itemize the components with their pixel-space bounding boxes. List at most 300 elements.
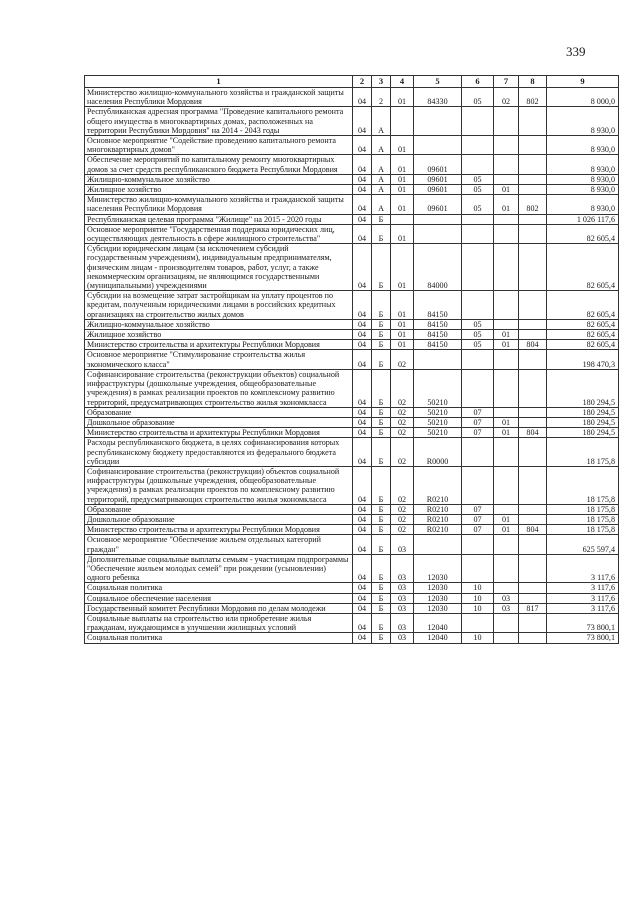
cell-subsection-code — [494, 633, 519, 643]
cell-amount: 82 605,4 — [547, 340, 619, 350]
header-cell: 1 — [85, 76, 353, 88]
cell-subsection-code: 03 — [494, 603, 519, 613]
cell-amount: 198 470,3 — [547, 350, 619, 369]
row-description: Основное мероприятие "Стимулирование строительства жилья экономического класса" — [85, 350, 353, 369]
cell-program: Б — [372, 514, 391, 524]
cell-subprogram: 02 — [391, 466, 414, 504]
table-row — [85, 88, 619, 107]
cell-program: Б — [372, 214, 391, 224]
cell-program: Б — [372, 504, 391, 514]
cell-section: 04 — [353, 214, 372, 224]
cell-expense-code: 09601 — [414, 185, 462, 195]
cell-subsection-code: 01 — [494, 330, 519, 340]
cell-program: Б — [372, 525, 391, 535]
cell-amount: 18 175,8 — [547, 525, 619, 535]
cell-program: А — [372, 136, 391, 155]
table-row — [85, 438, 619, 467]
cell-subprogram: 01 — [391, 291, 414, 320]
table-row — [85, 185, 619, 195]
cell-section: 04 — [353, 633, 372, 643]
cell-amount: 73 800,1 — [547, 633, 619, 643]
cell-subprogram — [391, 214, 414, 224]
cell-section: 04 — [353, 291, 372, 320]
cell-section-code — [462, 554, 494, 583]
table-row — [85, 613, 619, 632]
cell-expense-code — [414, 350, 462, 369]
cell-amount: 8 000,0 — [547, 88, 619, 107]
cell-expense-code: 12040 — [414, 613, 462, 632]
table-row — [85, 136, 619, 155]
row-description: Социальная политика — [85, 583, 353, 593]
cell-amount: 3 117,6 — [547, 593, 619, 603]
cell-subprogram: 01 — [391, 195, 414, 214]
cell-section-code — [462, 224, 494, 243]
cell-amount: 8 930,0 — [547, 174, 619, 184]
table-row — [85, 554, 619, 583]
header-cell: 8 — [519, 76, 547, 88]
cell-expense-code: 84150 — [414, 291, 462, 320]
table-row — [85, 319, 619, 329]
cell-subsection-code — [494, 583, 519, 593]
table-row — [85, 214, 619, 224]
cell-program: Б — [372, 291, 391, 320]
table-row — [85, 340, 619, 350]
cell-amount: 18 175,8 — [547, 466, 619, 504]
cell-section-code: 05 — [462, 340, 494, 350]
cell-amount: 625 597,4 — [547, 535, 619, 554]
cell-section: 04 — [353, 438, 372, 467]
cell-section: 04 — [353, 417, 372, 427]
cell-subprogram: 03 — [391, 554, 414, 583]
cell-amount: 8 930,0 — [547, 195, 619, 214]
table-row — [85, 244, 619, 291]
cell-subsection-code: 01 — [494, 340, 519, 350]
cell-section: 04 — [353, 613, 372, 632]
cell-subprogram: 01 — [391, 174, 414, 184]
cell-expense-code: 50210 — [414, 428, 462, 438]
row-description: Жилищное хозяйство — [85, 185, 353, 195]
cell-section-code: 05 — [462, 330, 494, 340]
cell-section-code: 05 — [462, 185, 494, 195]
cell-subprogram: 01 — [391, 88, 414, 107]
cell-subsection-code — [494, 613, 519, 632]
cell-program: Б — [372, 319, 391, 329]
cell-section-code: 07 — [462, 428, 494, 438]
cell-subsection-code — [494, 107, 519, 136]
cell-section-code — [462, 535, 494, 554]
cell-section-code — [462, 244, 494, 291]
cell-section-code — [462, 155, 494, 174]
cell-section: 04 — [353, 174, 372, 184]
cell-program: Б — [372, 224, 391, 243]
cell-section-code — [462, 466, 494, 504]
cell-subprogram: 03 — [391, 535, 414, 554]
cell-section-code — [462, 214, 494, 224]
cell-section: 04 — [353, 525, 372, 535]
cell-expense-code: R0210 — [414, 466, 462, 504]
row-description: Республиканская адресная программа "Проведение капитального ремонта общего имущества в многоквартирных домах, расположенных на территории Республики Мордовия" на 2014 - 2043 годы — [85, 107, 353, 136]
cell-subsection-code: 01 — [494, 525, 519, 535]
cell-subsection-code — [494, 438, 519, 467]
row-description: Министерство жилищно-коммунального хозяйства и гражданской защиты населения Республики Мордовия — [85, 88, 353, 107]
row-description: Социальное обеспечение населения — [85, 593, 353, 603]
table-row — [85, 417, 619, 427]
header-cell: 5 — [414, 76, 462, 88]
row-description: Социальная политика — [85, 633, 353, 643]
cell-subsection-code — [494, 291, 519, 320]
cell-expense-code — [414, 107, 462, 136]
row-description: Основное мероприятие "Государственная поддержка юридических лиц, осуществляющих деятельность в сфере жилищного строительства" — [85, 224, 353, 243]
cell-subprogram: 03 — [391, 633, 414, 643]
cell-expense-code — [414, 136, 462, 155]
cell-section-code: 10 — [462, 593, 494, 603]
cell-amount: 8 930,0 — [547, 185, 619, 195]
cell-program: Б — [372, 369, 391, 407]
cell-subsection-code: 01 — [494, 185, 519, 195]
cell-program: Б — [372, 554, 391, 583]
row-description: Расходы республиканского бюджета, в целях софинансирования которых республиканскому бюджету предоставляются из федерального бюджета субсидии — [85, 438, 353, 467]
cell-section: 04 — [353, 535, 372, 554]
cell-subprogram: 03 — [391, 583, 414, 593]
cell-section: 04 — [353, 593, 372, 603]
cell-section-code: 07 — [462, 407, 494, 417]
cell-amount: 3 117,6 — [547, 583, 619, 593]
cell-section-code: 07 — [462, 417, 494, 427]
cell-section-code — [462, 369, 494, 407]
cell-section: 04 — [353, 514, 372, 524]
table-row — [85, 514, 619, 524]
row-description: Обеспечение мероприятий по капитальному ремонту многоквартирных домов за счет средств республиканского бюджета Республики Мордовия — [85, 155, 353, 174]
cell-subprogram: 01 — [391, 155, 414, 174]
cell-expense-code: R0000 — [414, 438, 462, 467]
cell-agency-code — [519, 174, 547, 184]
cell-amount: 180 294,5 — [547, 417, 619, 427]
table-row — [85, 155, 619, 174]
cell-section: 04 — [353, 155, 372, 174]
cell-agency-code — [519, 514, 547, 524]
cell-agency-code — [519, 224, 547, 243]
cell-agency-code — [519, 136, 547, 155]
cell-amount: 8 930,0 — [547, 107, 619, 136]
cell-subprogram: 02 — [391, 514, 414, 524]
cell-section: 04 — [353, 319, 372, 329]
table-row — [85, 407, 619, 417]
cell-section: 04 — [353, 136, 372, 155]
row-description: Министерство строительства и архитектуры Республики Мордовия — [85, 525, 353, 535]
cell-subprogram: 03 — [391, 593, 414, 603]
header-cell: 7 — [494, 76, 519, 88]
cell-agency-code — [519, 350, 547, 369]
cell-subprogram: 03 — [391, 613, 414, 632]
cell-subprogram — [391, 107, 414, 136]
cell-agency-code: 804 — [519, 525, 547, 535]
cell-section: 04 — [353, 428, 372, 438]
cell-amount: 18 175,8 — [547, 438, 619, 467]
row-description: Субсидии на возмещение затрат застройщикам на уплату процентов по кредитам, полученным юридическими лицами в российских кредитных организациях на строительство жилых домов — [85, 291, 353, 320]
table-row — [85, 330, 619, 340]
cell-expense-code: R0210 — [414, 525, 462, 535]
table-row — [85, 224, 619, 243]
cell-program: Б — [372, 633, 391, 643]
cell-section: 04 — [353, 466, 372, 504]
cell-subsection-code — [494, 136, 519, 155]
row-description: Министерство жилищно-коммунального хозяйства и гражданской защиты населения Республики Мордовия — [85, 195, 353, 214]
cell-subsection-code: 01 — [494, 514, 519, 524]
cell-amount: 82 605,4 — [547, 244, 619, 291]
cell-expense-code: 84150 — [414, 340, 462, 350]
cell-agency-code — [519, 214, 547, 224]
table-row — [85, 350, 619, 369]
cell-section: 04 — [353, 603, 372, 613]
cell-amount: 3 117,6 — [547, 554, 619, 583]
row-description: Дошкольное образование — [85, 417, 353, 427]
row-description: Министерство строительства и архитектуры Республики Мордовия — [85, 340, 353, 350]
cell-section: 04 — [353, 224, 372, 243]
cell-subprogram: 01 — [391, 136, 414, 155]
cell-amount: 8 930,0 — [547, 136, 619, 155]
cell-subsection-code — [494, 407, 519, 417]
cell-subsection-code — [494, 319, 519, 329]
cell-section: 04 — [353, 107, 372, 136]
cell-program: Б — [372, 438, 391, 467]
cell-agency-code: 804 — [519, 340, 547, 350]
cell-agency-code — [519, 319, 547, 329]
cell-subprogram: 02 — [391, 438, 414, 467]
cell-subprogram: 01 — [391, 224, 414, 243]
cell-section-code: 05 — [462, 174, 494, 184]
cell-program: А — [372, 155, 391, 174]
cell-section: 04 — [353, 330, 372, 340]
table-row — [85, 195, 619, 214]
cell-expense-code: 50210 — [414, 407, 462, 417]
cell-subprogram: 01 — [391, 319, 414, 329]
cell-expense-code — [414, 535, 462, 554]
cell-section: 04 — [353, 407, 372, 417]
cell-expense-code: 12030 — [414, 583, 462, 593]
cell-subprogram: 01 — [391, 340, 414, 350]
table-row — [85, 633, 619, 643]
cell-subprogram: 02 — [391, 369, 414, 407]
cell-subprogram: 02 — [391, 428, 414, 438]
row-description: Образование — [85, 504, 353, 514]
cell-amount: 180 294,5 — [547, 428, 619, 438]
cell-section-code: 10 — [462, 603, 494, 613]
cell-expense-code: R0210 — [414, 504, 462, 514]
cell-subsection-code — [494, 535, 519, 554]
budget-table — [84, 75, 619, 644]
cell-section: 04 — [353, 195, 372, 214]
cell-agency-code — [519, 438, 547, 467]
cell-section-code — [462, 136, 494, 155]
cell-amount: 82 605,4 — [547, 291, 619, 320]
cell-agency-code — [519, 185, 547, 195]
cell-agency-code: 802 — [519, 88, 547, 107]
cell-agency-code — [519, 535, 547, 554]
cell-agency-code — [519, 330, 547, 340]
cell-amount: 18 175,8 — [547, 514, 619, 524]
cell-agency-code: 804 — [519, 428, 547, 438]
row-description: Республиканская целевая программа "Жилище" на 2015 - 2020 годы — [85, 214, 353, 224]
table-row — [85, 583, 619, 593]
cell-program: Б — [372, 466, 391, 504]
cell-section-code: 05 — [462, 195, 494, 214]
cell-subprogram: 01 — [391, 330, 414, 340]
table-row — [85, 107, 619, 136]
table-row — [85, 291, 619, 320]
cell-amount: 180 294,5 — [547, 407, 619, 417]
cell-section-code: 05 — [462, 319, 494, 329]
cell-agency-code — [519, 107, 547, 136]
cell-expense-code: 12030 — [414, 554, 462, 583]
cell-subprogram: 02 — [391, 417, 414, 427]
table-row — [85, 504, 619, 514]
cell-agency-code — [519, 466, 547, 504]
cell-program: Б — [372, 340, 391, 350]
cell-expense-code: 12030 — [414, 593, 462, 603]
cell-amount: 180 294,5 — [547, 369, 619, 407]
cell-expense-code: 84150 — [414, 319, 462, 329]
cell-subsection-code — [494, 466, 519, 504]
cell-section-code: 07 — [462, 504, 494, 514]
cell-subprogram: 02 — [391, 504, 414, 514]
cell-subprogram: 02 — [391, 350, 414, 369]
cell-subprogram: 02 — [391, 525, 414, 535]
row-description: Субсидии юридическим лицам (за исключением субсидий государственным учреждениям), индивидуальным предпринимателям, физическим лицам - производителям товаров, работ, услуг, а также некоммерческим организациям, не являющимся государственными (муниципальными) учреждениями — [85, 244, 353, 291]
cell-program: Б — [372, 417, 391, 427]
cell-program: А — [372, 174, 391, 184]
cell-subsection-code — [494, 174, 519, 184]
cell-amount: 82 605,4 — [547, 224, 619, 243]
cell-amount: 73 800,1 — [547, 613, 619, 632]
cell-subsection-code — [494, 214, 519, 224]
cell-subsection-code: 02 — [494, 88, 519, 107]
cell-program: Б — [372, 613, 391, 632]
cell-expense-code: 12030 — [414, 603, 462, 613]
cell-subsection-code — [494, 369, 519, 407]
cell-section: 04 — [353, 185, 372, 195]
cell-expense-code: 84000 — [414, 244, 462, 291]
cell-section-code: 10 — [462, 633, 494, 643]
cell-section: 04 — [353, 369, 372, 407]
cell-program: 2 — [372, 88, 391, 107]
cell-program: А — [372, 185, 391, 195]
cell-section-code: 07 — [462, 514, 494, 524]
cell-subsection-code: 01 — [494, 428, 519, 438]
cell-program: Б — [372, 535, 391, 554]
header-cell: 3 — [372, 76, 391, 88]
table-row — [85, 428, 619, 438]
table-row — [85, 369, 619, 407]
cell-section-code: 05 — [462, 88, 494, 107]
cell-agency-code — [519, 291, 547, 320]
row-description: Министерство строительства и архитектуры Республики Мордовия — [85, 428, 353, 438]
cell-section-code: 10 — [462, 583, 494, 593]
cell-subsection-code: 01 — [494, 417, 519, 427]
cell-subprogram: 01 — [391, 244, 414, 291]
cell-program: Б — [372, 350, 391, 369]
cell-amount: 8 930,0 — [547, 155, 619, 174]
cell-section: 04 — [353, 504, 372, 514]
row-description: Образование — [85, 407, 353, 417]
cell-expense-code: 84150 — [414, 330, 462, 340]
cell-section-code — [462, 438, 494, 467]
cell-section-code — [462, 350, 494, 369]
table-row — [85, 174, 619, 184]
cell-agency-code — [519, 593, 547, 603]
cell-expense-code: 09601 — [414, 155, 462, 174]
row-description: Жилищно-коммунальное хозяйство — [85, 319, 353, 329]
cell-section: 04 — [353, 350, 372, 369]
header-cell: 6 — [462, 76, 494, 88]
row-description: Жилищно-коммунальное хозяйство — [85, 174, 353, 184]
cell-program: Б — [372, 244, 391, 291]
row-description: Дошкольное образование — [85, 514, 353, 524]
cell-amount: 3 117,6 — [547, 603, 619, 613]
cell-section-code — [462, 107, 494, 136]
cell-expense-code — [414, 214, 462, 224]
cell-agency-code — [519, 244, 547, 291]
cell-subprogram: 02 — [391, 407, 414, 417]
cell-expense-code: 09601 — [414, 174, 462, 184]
cell-amount: 82 605,4 — [547, 330, 619, 340]
cell-section: 04 — [353, 340, 372, 350]
table-row — [85, 603, 619, 613]
row-description: Государственный комитет Республики Мордовия по делам молодежи — [85, 603, 353, 613]
cell-program: Б — [372, 330, 391, 340]
row-description: Софинансирование строительства (реконструкции объектов) социальной инфраструктуры (дошкольные учреждения, общеобразовательные учреждения) в рамках реализации проектов по комплексному развитию территорий, предусматривающих строительство жилья экономкласса — [85, 369, 353, 407]
cell-program: Б — [372, 593, 391, 603]
cell-agency-code: 802 — [519, 195, 547, 214]
cell-subsection-code — [494, 350, 519, 369]
row-description: Дополнительные социальные выплаты семьям - участницам подпрограммы "Обеспечение жильем молодых семей" при рождении (усыновлении) одного ребенка — [85, 554, 353, 583]
cell-program: Б — [372, 407, 391, 417]
cell-section-code: 07 — [462, 525, 494, 535]
cell-section: 04 — [353, 583, 372, 593]
cell-agency-code — [519, 583, 547, 593]
cell-section: 04 — [353, 554, 372, 583]
cell-agency-code — [519, 633, 547, 643]
cell-agency-code — [519, 613, 547, 632]
cell-agency-code — [519, 554, 547, 583]
table-row — [85, 593, 619, 603]
table-row — [85, 525, 619, 535]
page-number: 339 — [566, 44, 586, 59]
cell-subprogram: 03 — [391, 603, 414, 613]
cell-section-code — [462, 613, 494, 632]
cell-subsection-code — [494, 504, 519, 514]
cell-section-code — [462, 291, 494, 320]
cell-expense-code: R0210 — [414, 514, 462, 524]
cell-subsection-code — [494, 244, 519, 291]
cell-amount: 18 175,8 — [547, 504, 619, 514]
cell-expense-code: 12040 — [414, 633, 462, 643]
cell-expense-code: 50210 — [414, 369, 462, 407]
header-cell: 9 — [547, 76, 619, 88]
cell-agency-code — [519, 417, 547, 427]
cell-subprogram: 01 — [391, 185, 414, 195]
cell-subsection-code: 03 — [494, 593, 519, 603]
cell-section: 04 — [353, 88, 372, 107]
cell-program: Б — [372, 603, 391, 613]
cell-expense-code: 50210 — [414, 417, 462, 427]
cell-amount: 82 605,4 — [547, 319, 619, 329]
cell-subsection-code — [494, 155, 519, 174]
cell-program: Б — [372, 583, 391, 593]
table-row — [85, 535, 619, 554]
cell-subsection-code — [494, 224, 519, 243]
row-description: Основное мероприятие "Обеспечение жильем отдельных категорий граждан" — [85, 535, 353, 554]
cell-section: 04 — [353, 244, 372, 291]
